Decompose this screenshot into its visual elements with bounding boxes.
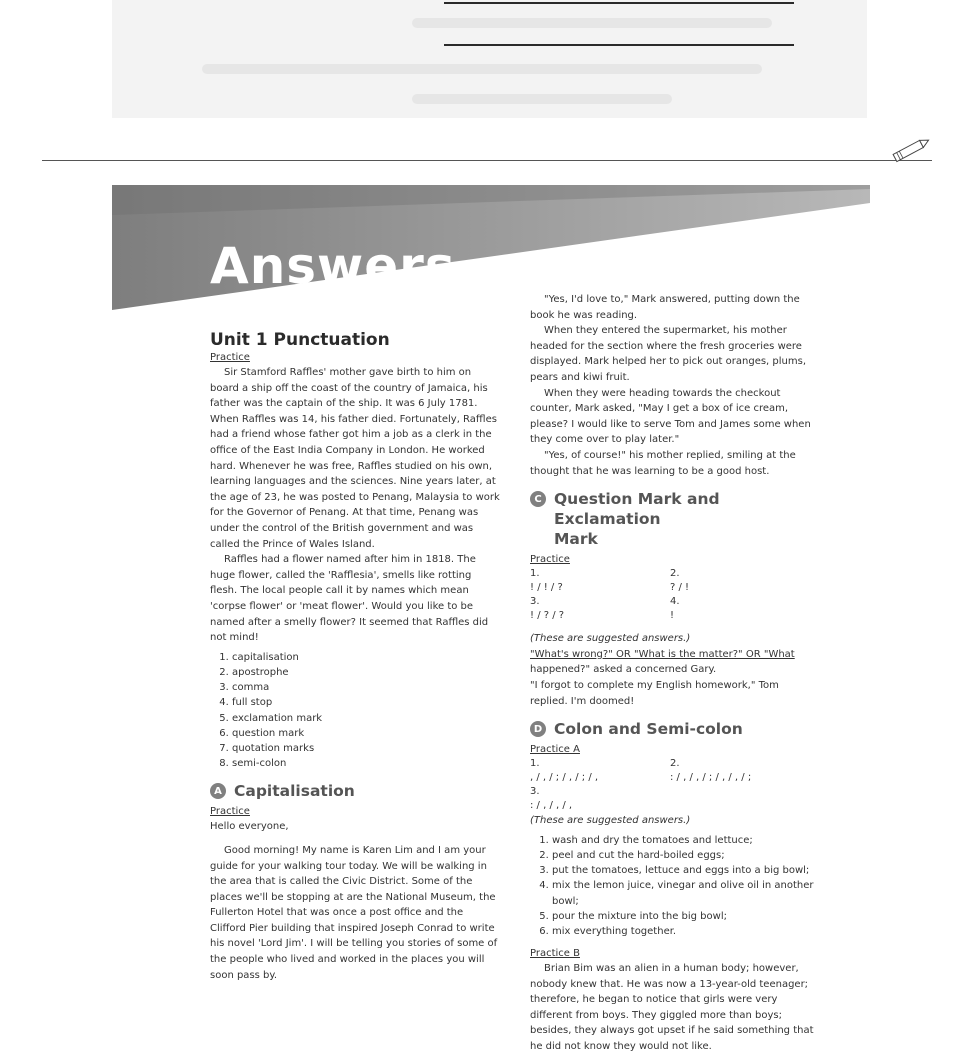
answer-row <box>530 785 822 813</box>
reply-line: "I forgot to complete my English homework," Tom <box>530 679 779 691</box>
list-item: 8. semi-colon <box>232 756 500 771</box>
answer-value: ? / ! <box>670 582 690 594</box>
section-title: Colon and Semi-colon <box>554 720 743 739</box>
list-item: 2. apostrophe <box>232 665 500 680</box>
story-paragraph: When they entered the supermarket, his mother headed for the section where the fresh groceries were displayed. Mark helped her to pick out oranges, plums, pears and kiwi fruit. <box>530 325 807 383</box>
answer-number: 1. <box>530 568 540 580</box>
story-paragraph: "Yes, of course!" his mother replied, smiling at the thought that he was learning to be a good host. <box>530 449 796 477</box>
section-a-heading <box>210 781 500 801</box>
answer-value: : / , / , / ; / , / , / ; <box>670 772 752 784</box>
list-item: 6. mix everything together. <box>552 924 822 939</box>
question-line: "What's wrong?" OR "What is the matter?" OR "What <box>530 648 795 660</box>
list-item: 4. mix the lemon juice, vinegar and olive oil in another bowl; <box>552 878 822 908</box>
story-paragraph: When they were heading towards the checkout counter, Mark asked, "May I get a box of ice cream, please? I would like to serve Tom and James some when they come over to play later." <box>530 387 811 446</box>
list-item: 5. exclamation mark <box>232 711 500 726</box>
tour-paragraph: Good morning! My name is Karen Lim and I am your guide for your walking tour today. We will be walking in the area that is called the Civic District. Some of the places we'll be stopping at are the National Museum, the Fullerton Hotel that was once a post office and the Clifford Pier building that inspired Joseph Conrad to write his novel 'Lord Jim'. I will be telling you stories of some of the people who lived and worked in the places you will soon pass by. <box>210 844 498 981</box>
answer-number: 3. <box>530 786 540 798</box>
answer-value: , / , / ; / , / ; / , <box>530 772 599 784</box>
answer-value: ! / ! / ? <box>530 582 563 594</box>
answers-page <box>112 185 870 1053</box>
reply-line: replied. I'm doomed! <box>530 695 635 707</box>
practice-label: Practice B <box>530 948 580 960</box>
page-title: Answers <box>210 237 456 295</box>
rafflesia-paragraph: Raffles had a flower named after him in 1818. The huge flower, called the 'Rafflesia', smells like rotting flesh. The local people call it by names which mean 'corpse flower' or 'meat flower'. Would you like to be named after a smelly flower? It seemed that Raffles did not mind! <box>210 554 489 644</box>
practice-label: Practice A <box>530 744 580 756</box>
question-line: happened?" asked a concerned Gary. <box>530 664 717 676</box>
section-c-heading <box>530 489 822 549</box>
list-item: 6. question mark <box>232 726 500 741</box>
list-item: 3. comma <box>232 680 500 695</box>
salad-steps <box>530 833 822 939</box>
suggested-note: (These are suggested answers.) <box>530 815 691 827</box>
faded-text <box>202 64 762 74</box>
answer-line <box>444 2 794 4</box>
answer-number: 2. <box>670 758 680 770</box>
page-divider <box>42 160 932 161</box>
list-item: 2. peel and cut the hard-boiled eggs; <box>552 848 822 863</box>
practice-label: Practice <box>210 352 250 363</box>
greeting: Hello everyone, <box>210 821 289 833</box>
list-item: 5. pour the mixture into the big bowl; <box>552 909 822 924</box>
alien-paragraph: Brian Bim was an alien in a human body; however, nobody knew that. He was now a 13-year-old teenager; therefore, he began to notice that girls were very different from boys. They giggled more than boys; besides, they always got upset if he said something that he did not know they would not like. <box>530 963 814 1053</box>
list-item: 1. capitalisation <box>232 650 500 665</box>
answer-value: ! / ? / ? <box>530 610 565 622</box>
list-item: 4. full stop <box>232 695 500 710</box>
answer-number: 3. <box>530 596 540 608</box>
section-title-line: Mark <box>554 530 598 549</box>
list-item: 1. wash and dry the tomatoes and lettuce; <box>552 833 822 848</box>
section-d-heading <box>530 719 822 739</box>
list-item: 3. put the tomatoes, lettuce and eggs into a big bowl; <box>552 863 822 878</box>
unit-title: Unit 1 Punctuation <box>210 330 390 350</box>
section-badge: C <box>530 491 546 507</box>
section-title <box>554 489 822 549</box>
section-badge: A <box>210 783 226 799</box>
faded-previous-page <box>112 0 867 118</box>
pencil-icon <box>885 138 935 162</box>
answer-line <box>444 44 794 46</box>
punctuation-answers <box>210 650 500 772</box>
faded-text <box>412 94 672 104</box>
section-title: Capitalisation <box>234 782 355 801</box>
answer-row <box>530 595 822 623</box>
practice-label: Practice <box>530 554 570 566</box>
faded-text <box>412 18 772 28</box>
answer-number: 4. <box>670 596 680 608</box>
answer-value: : / , / , / , <box>530 800 573 812</box>
answer-row <box>530 567 822 595</box>
practice-label: Practice <box>210 806 250 818</box>
answer-number: 1. <box>530 758 540 770</box>
right-column <box>530 292 822 1055</box>
suggested-note: (These are suggested answers.) <box>530 633 691 645</box>
answer-value: ! <box>670 610 675 622</box>
section-title-line: Question Mark and Exclamation <box>554 490 720 529</box>
story-paragraph: "Yes, I'd love to," Mark answered, putting down the book he was reading. <box>530 294 800 321</box>
list-item: 7. quotation marks <box>232 741 500 756</box>
raffles-paragraph: Sir Stamford Raffles' mother gave birth to him on board a ship off the coast of the country of Jamaica, his father was the captain of the ship. It was 6 July 1781. When Raffles was 14, his father died. Fortunately, Raffles had a friend whose father got him a job as a clerk in the office of the East India Company in London. He worked hard. Whenever he was free, Raffles studied on his own, learning languages and the sciences. Nine years later, at the age of 23, he was posted to Penang, Malaysia to work for the Governor of Penang. At that time, Penang was under the control of the British government and was called the Prince of Wales Island. <box>210 367 500 550</box>
section-badge: D <box>530 721 546 737</box>
answer-number: 2. <box>670 568 680 580</box>
answer-row <box>530 757 822 785</box>
left-column <box>210 330 500 983</box>
